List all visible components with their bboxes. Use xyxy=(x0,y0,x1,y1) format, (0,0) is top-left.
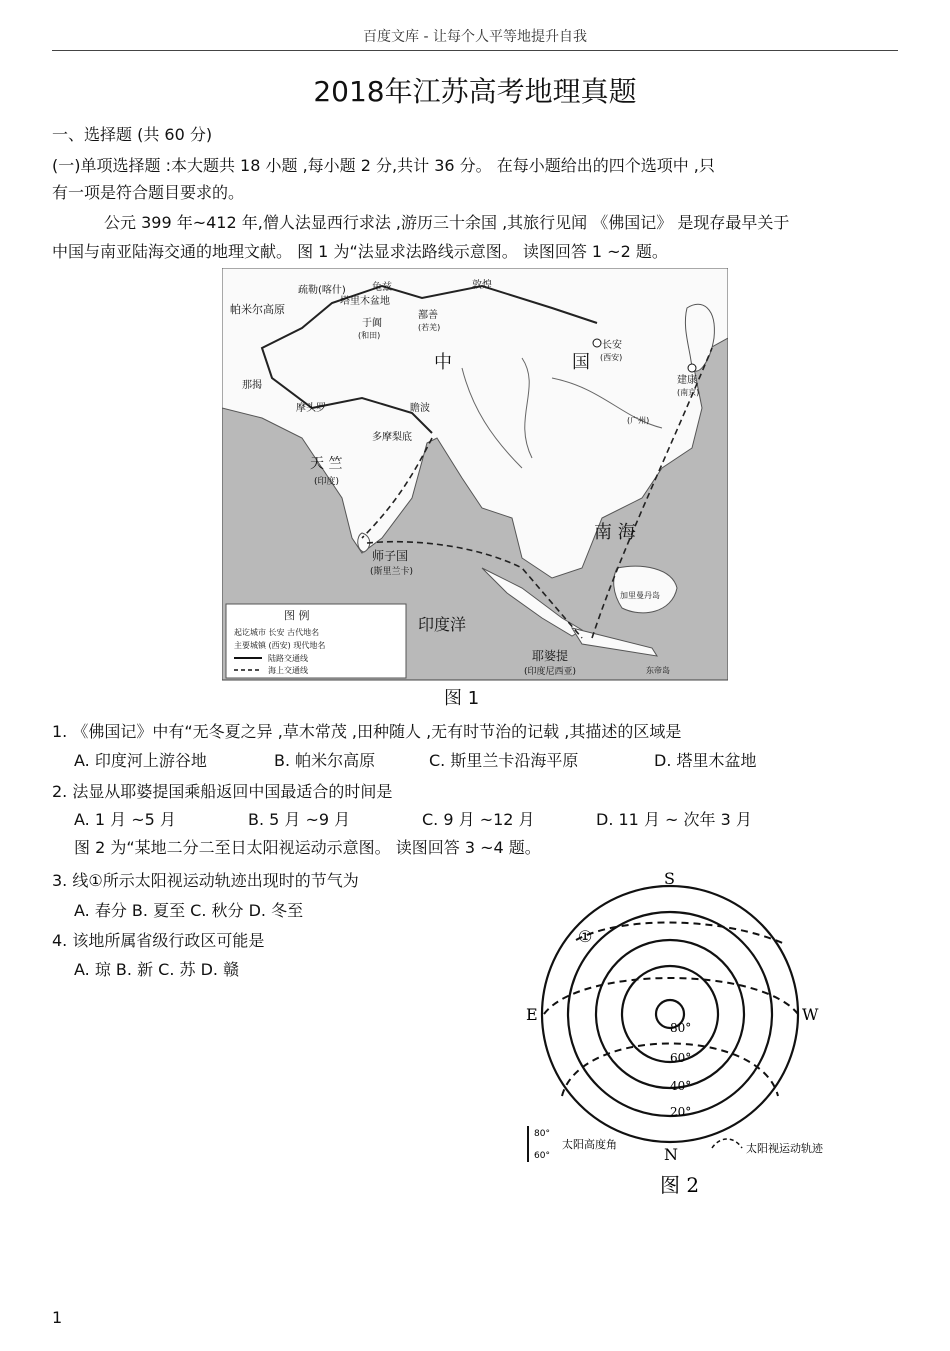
page-header: 百度文库 - 让每个人平等地提升自我 xyxy=(363,29,587,45)
fig2-tick-60: 60° xyxy=(670,1051,692,1065)
map-legend-row4: 海上交通线 xyxy=(268,666,308,675)
document-title: 2018年江苏高考地理真题 xyxy=(313,75,637,108)
fig2-label-s: S xyxy=(664,869,675,888)
fig2-tick-40: 40° xyxy=(670,1079,692,1093)
map-legend-row2: 主要城镇 (西安) 现代地名 xyxy=(234,641,326,650)
map-label-shule: 疏勒(喀什) xyxy=(298,285,346,296)
map-label-tarim: 塔里木盆地 xyxy=(340,296,390,307)
fig2-label-e: E xyxy=(526,1005,538,1024)
map-label-motouluo: 摩头罗 xyxy=(296,403,326,414)
question-2-options xyxy=(74,807,752,830)
header-divider xyxy=(52,50,898,51)
figure2-intro: 图 2 为“某地二分二至日太阳视运动示意图。 读图回答 3 ~4 题。 xyxy=(74,838,541,857)
map-label-zhong: 中 xyxy=(434,352,452,373)
q2-option-d[interactable]: D. 11 月 ~ 次年 3 月 xyxy=(596,810,752,829)
map-label-tianzhu-modern: (印度) xyxy=(314,477,340,487)
map-label-jianye: 建康 xyxy=(677,375,697,386)
fig2-tick-20: 20° xyxy=(670,1105,692,1119)
map-label-pamir: 帕米尔高原 xyxy=(230,303,285,316)
map-label-guo: 国 xyxy=(572,352,590,373)
question-1: 1. 《佛国记》中有“无冬夏之异 ,草木常茂 ,田种随人 ,无有时节治的记载 ,其描述的区域是 xyxy=(52,722,682,741)
intro-line-1: (一)单项选择题 :本大题共 18 小题 ,每小题 2 分,共计 36 分。 在每小题给出的四个选项中 ,只 xyxy=(52,156,715,175)
passage-line-2: 中国与南亚陆海交通的地理文献。 图 1 为“法显求法路线示意图。 读图回答 1 ~2 题。 xyxy=(52,242,668,261)
map-label-shanshan-modern: (若羌) xyxy=(418,323,441,332)
map-label-changan: 长安 xyxy=(602,340,622,351)
fig2-legend-80: 80° xyxy=(534,1129,550,1139)
map-label-dunhuang: 敦煌 xyxy=(472,280,492,291)
intro-line-2: 有一项是符合题目要求的。 xyxy=(52,183,245,202)
fig2-legend-60: 60° xyxy=(534,1151,550,1161)
fig2-legend-path: 太阳视运动轨迹 xyxy=(746,1142,823,1155)
map-label-dongzhi: 东帝岛 xyxy=(646,666,670,675)
question-4: 4. 该地所属省级行政区可能是 xyxy=(52,931,265,950)
map-label-indian-ocean: 印度洋 xyxy=(418,615,467,634)
map-legend-title: 图 例 xyxy=(284,609,310,622)
map-label-shanshan: 鄯善 xyxy=(418,310,438,321)
question-2: 2. 法显从耶婆提国乘船返回中国最适合的时间是 xyxy=(52,782,393,801)
map-label-yutian: 于阗 xyxy=(362,318,382,329)
map-label-duomoli: 多摩梨底 xyxy=(372,432,412,443)
question-4-options[interactable]: A. 琼 B. 新 C. 苏 D. 赣 xyxy=(74,960,240,979)
fig2-tick-80: 80° xyxy=(670,1021,692,1035)
q1-option-b[interactable]: B. 帕米尔高原 xyxy=(274,751,376,770)
map-label-shiziguo-modern: (斯里兰卡) xyxy=(370,567,414,577)
q2-option-c[interactable]: C. 9 月 ~12 月 xyxy=(422,810,535,829)
map-label-changan-modern: (西安) xyxy=(600,353,623,362)
q1-option-c[interactable]: C. 斯里兰卡沿海平原 xyxy=(429,751,579,770)
sun-path-figure xyxy=(520,866,842,1198)
map-label-yepoti-modern: (印度尼西亚) xyxy=(524,667,577,677)
q1-option-d[interactable]: D. 塔里木盆地 xyxy=(654,751,757,770)
map-label-nanhai: 南 海 xyxy=(594,522,636,543)
map-label-natuo: 那揭 xyxy=(242,380,262,391)
map-label-shiziguo: 师子国 xyxy=(372,549,409,563)
fig2-label-n: N xyxy=(664,1145,678,1164)
figure2-caption: 图 2 xyxy=(660,1173,700,1197)
section-heading: 一、选择题 (共 60 分) xyxy=(52,125,213,144)
q2-option-b[interactable]: B. 5 月 ~9 月 xyxy=(248,810,351,829)
map-legend-row1: 起讫城市 长安 古代地名 xyxy=(234,628,320,637)
map-label-jianye-modern: (南京) xyxy=(677,388,700,397)
map-legend-row3: 陆路交通线 xyxy=(268,654,308,663)
fig2-marker-1: ① xyxy=(578,927,593,946)
page-number: 1 xyxy=(52,1308,63,1327)
map-label-tianzhu: 天 竺 xyxy=(310,456,343,472)
map-label-bolian: 瞻波 xyxy=(410,403,430,414)
question-3-options[interactable]: A. 春分 B. 夏至 C. 秋分 D. 冬至 xyxy=(74,901,304,920)
q1-option-a[interactable]: A. 印度河上游谷地 xyxy=(74,751,207,770)
route-map-figure xyxy=(222,268,728,710)
fig2-label-w: W xyxy=(802,1005,819,1024)
passage-line-1: 公元 399 年~412 年,僧人法显西行求法 ,游历三十余国 ,其旅行见闻 《佛国记》 是现存最早关于 xyxy=(104,213,790,232)
q2-option-a[interactable]: A. 1 月 ~5 月 xyxy=(74,810,176,829)
question-3: 3. 线①所示太阳视运动轨迹出现时的节气为 xyxy=(52,871,359,890)
figure1-caption: 图 1 xyxy=(444,688,480,709)
map-label-guangzhou: (广州) xyxy=(627,416,650,425)
map-label-qiuci: 龟兹 xyxy=(372,282,392,293)
map-label-yepoti: 耶婆提 xyxy=(532,649,569,663)
map-label-kalimantan: 加里曼丹岛 xyxy=(620,591,660,600)
fig2-legend-altitude: 太阳高度角 xyxy=(562,1138,617,1151)
map-label-yutian-modern: (和田) xyxy=(358,331,381,340)
question-1-options xyxy=(74,748,757,771)
